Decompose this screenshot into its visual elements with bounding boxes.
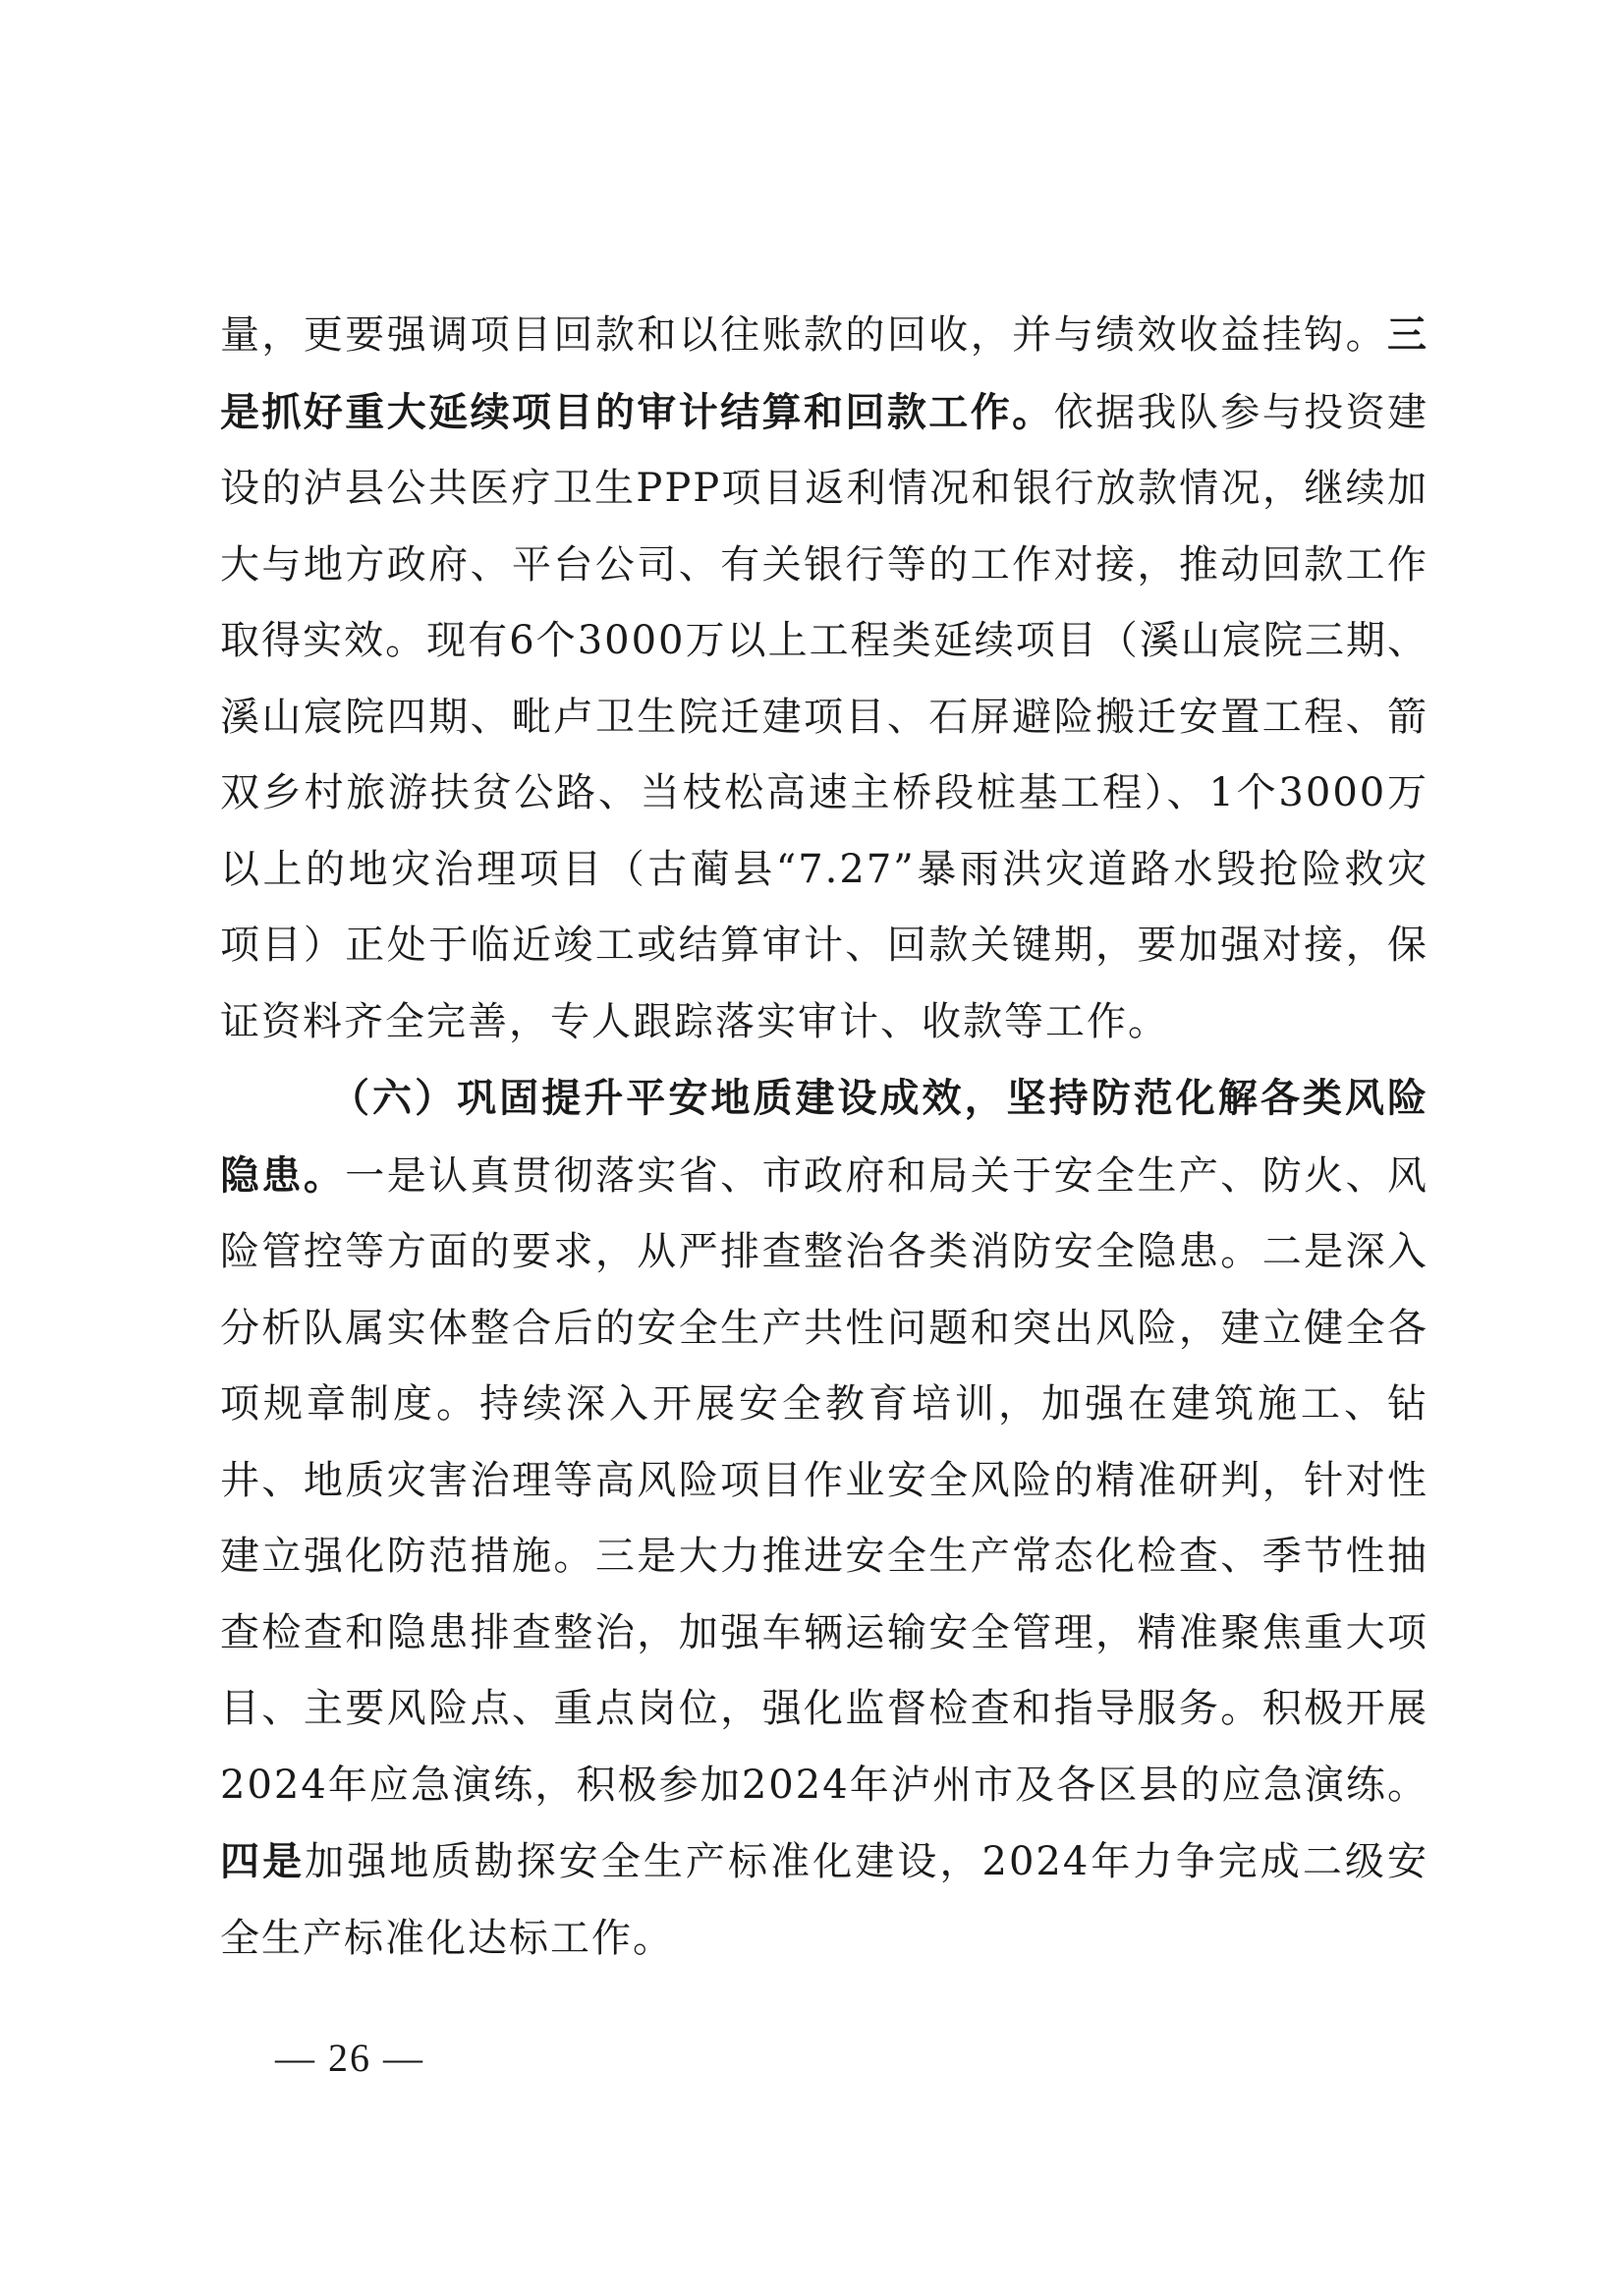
bold-lead-three: 三是抓好重大延续项目的审计结算和回款工作。	[220, 311, 1428, 435]
text-segment: 量，更要强调项目回款和以往账款的回收，并与绩效收益挂钩。	[220, 312, 1387, 358]
text-segment: 加强地质勘探安全生产标准化建设，2024年力争完成二级安全生产标准化达标工作。	[220, 1839, 1429, 1961]
paragraph-safety	[220, 1060, 1428, 1977]
body-text	[220, 297, 1428, 1977]
text-segment: 依据我队参与投资建设的泸县公共医疗卫生PPP项目返利情况和银行放款情况，继续加大与地方政府、平台公司、有关银行等的工作对接，推动回款工作取得实效。现有6个3000万以上工程类延续项目（溪山宸院三期、溪山宸院四期、毗卢卫生院迁建项目、石屏避险搬迁安置工程、箭双乡村旅游扶贫公路、当枝松高速主桥段桩基工程）、1个3000万以上的地灾治理项目（古蔺县“7.27”暴雨洪灾道路水毁抢险救灾项目）正处于临近竣工或结算审计、回款关键期，要加强对接，保证资料齐全完善，专人跟踪落实审计、收款等工作。	[220, 389, 1429, 1044]
section-heading-six: （六）巩固提升平安地质建设成效，坚持防范化解各类风险隐患。	[220, 1075, 1428, 1199]
paragraph-audit-collection	[220, 297, 1428, 1060]
text-segment: 一是认真贯彻落实省、市政府和局关于安全生产、防火、风险管控等方面的要求，从严排查整治各类消防安全隐患。二是深入分析队属实体整合后的安全生产共性问题和突出风险，建立健全各项规章制度。持续深入开展安全教育培训，加强在建筑施工、钻井、地质灾害治理等高风险项目作业安全风险的精准研判，针对性建立强化防范措施。三是大力推进安全生产常态化检查、季节性抽查检查和隐患排查整治，加强车辆运输安全管理，精准聚焦重大项目、主要风险点、重点岗位，强化监督检查和指导服务。积极开展2024年应急演练，积极参加2024年泸州市及各区县的应急演练。	[220, 1152, 1429, 1808]
page-number: — 26 —	[275, 2036, 424, 2080]
bold-lead-four: 四是	[220, 1838, 306, 1884]
